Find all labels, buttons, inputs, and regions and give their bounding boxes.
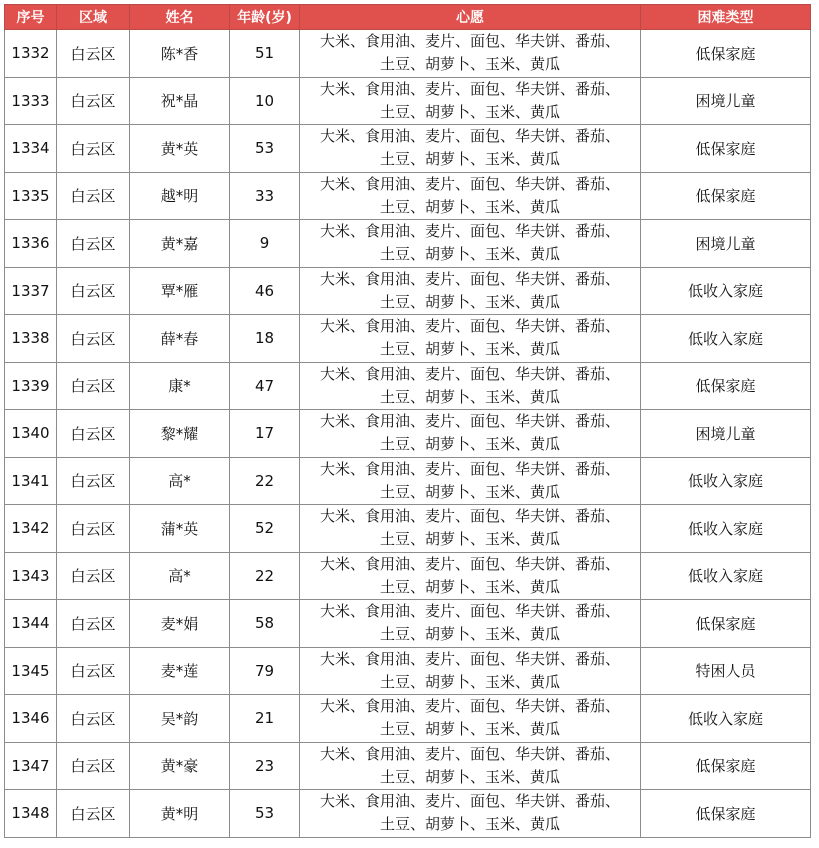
- cell-area: 白云区: [57, 77, 130, 125]
- cell-area: 白云区: [57, 125, 130, 173]
- wish-line: 土豆、胡萝卜、玉米、黄瓜: [379, 482, 560, 501]
- cell-id: 1339: [5, 362, 57, 410]
- wish-line: 土豆、胡萝卜、玉米、黄瓜: [379, 292, 560, 311]
- cell-age: 10: [230, 77, 300, 125]
- cell-wish: [300, 457, 641, 505]
- cell-difficulty-type: 低收入家庭: [641, 505, 811, 553]
- cell-id: 1343: [5, 552, 57, 600]
- cell-wish: [300, 125, 641, 173]
- cell-difficulty-type: 低保家庭: [641, 30, 811, 78]
- cell-wish: [300, 77, 641, 125]
- cell-area: 白云区: [57, 742, 130, 790]
- wish-line: 土豆、胡萝卜、玉米、黄瓜: [379, 815, 560, 834]
- cell-wish: [300, 695, 641, 743]
- table-row: [5, 315, 811, 363]
- table-header: [5, 5, 811, 30]
- cell-name: 陈*香: [130, 30, 230, 78]
- wish-line: 大米、食用油、麦片、面包、华夫饼、番茄、: [319, 744, 620, 763]
- table-row: [5, 410, 811, 458]
- cell-difficulty-type: 困境儿童: [641, 410, 811, 458]
- cell-age: 22: [230, 457, 300, 505]
- wish-line: 大米、食用油、麦片、面包、华夫饼、番茄、: [319, 174, 620, 193]
- cell-wish: [300, 552, 641, 600]
- table-row: [5, 77, 811, 125]
- cell-wish: [300, 362, 641, 410]
- cell-area: 白云区: [57, 315, 130, 363]
- cell-age: 47: [230, 362, 300, 410]
- wish-line: 大米、食用油、麦片、面包、华夫饼、番茄、: [319, 459, 620, 478]
- wish-line: 大米、食用油、麦片、面包、华夫饼、番茄、: [319, 602, 620, 621]
- wish-line: 土豆、胡萝卜、玉米、黄瓜: [379, 387, 560, 406]
- cell-difficulty-type: 困境儿童: [641, 220, 811, 268]
- cell-wish: [300, 220, 641, 268]
- wish-line: 大米、食用油、麦片、面包、华夫饼、番茄、: [319, 649, 620, 668]
- cell-age: 21: [230, 695, 300, 743]
- cell-difficulty-type: 低保家庭: [641, 172, 811, 220]
- cell-id: 1348: [5, 790, 57, 838]
- cell-name: 蒲*英: [130, 505, 230, 553]
- cell-difficulty-type: 低保家庭: [641, 362, 811, 410]
- wish-line: 大米、食用油、麦片、面包、华夫饼、番茄、: [319, 697, 620, 716]
- header-area: 区域: [57, 5, 130, 30]
- cell-difficulty-type: 低保家庭: [641, 790, 811, 838]
- cell-name: 黄*豪: [130, 742, 230, 790]
- cell-area: 白云区: [57, 457, 130, 505]
- cell-area: 白云区: [57, 267, 130, 315]
- cell-name: 覃*雁: [130, 267, 230, 315]
- cell-area: 白云区: [57, 600, 130, 648]
- wish-line: 大米、食用油、麦片、面包、华夫饼、番茄、: [319, 127, 620, 146]
- table-row: [5, 172, 811, 220]
- wish-line: 大米、食用油、麦片、面包、华夫饼、番茄、: [319, 269, 620, 288]
- table-row: [5, 220, 811, 268]
- cell-age: 23: [230, 742, 300, 790]
- cell-age: 58: [230, 600, 300, 648]
- wish-line: 大米、食用油、麦片、面包、华夫饼、番茄、: [319, 364, 620, 383]
- cell-area: 白云区: [57, 505, 130, 553]
- table-row: [5, 600, 811, 648]
- cell-age: 79: [230, 647, 300, 695]
- wish-line: 大米、食用油、麦片、面包、华夫饼、番茄、: [319, 317, 620, 336]
- cell-difficulty-type: 低保家庭: [641, 600, 811, 648]
- cell-difficulty-type: 低收入家庭: [641, 267, 811, 315]
- cell-name: 黎*耀: [130, 410, 230, 458]
- cell-id: 1334: [5, 125, 57, 173]
- cell-age: 17: [230, 410, 300, 458]
- cell-name: 麦*娟: [130, 600, 230, 648]
- table-row: [5, 267, 811, 315]
- cell-difficulty-type: 低收入家庭: [641, 315, 811, 363]
- table-row: [5, 552, 811, 600]
- cell-wish: [300, 172, 641, 220]
- wish-line: 土豆、胡萝卜、玉米、黄瓜: [379, 625, 560, 644]
- wish-line: 土豆、胡萝卜、玉米、黄瓜: [379, 245, 560, 264]
- cell-id: 1344: [5, 600, 57, 648]
- cell-id: 1340: [5, 410, 57, 458]
- wish-line: 土豆、胡萝卜、玉米、黄瓜: [379, 530, 560, 549]
- wish-line: 大米、食用油、麦片、面包、华夫饼、番茄、: [319, 79, 620, 98]
- table-row: [5, 742, 811, 790]
- cell-area: 白云区: [57, 647, 130, 695]
- wish-list-table-container: [4, 4, 811, 838]
- cell-area: 白云区: [57, 220, 130, 268]
- cell-id: 1332: [5, 30, 57, 78]
- cell-age: 33: [230, 172, 300, 220]
- wish-line: 土豆、胡萝卜、玉米、黄瓜: [379, 102, 560, 121]
- cell-age: 22: [230, 552, 300, 600]
- cell-name: 祝*晶: [130, 77, 230, 125]
- cell-area: 白云区: [57, 30, 130, 78]
- cell-area: 白云区: [57, 790, 130, 838]
- cell-id: 1333: [5, 77, 57, 125]
- wish-line: 土豆、胡萝卜、玉米、黄瓜: [379, 720, 560, 739]
- cell-id: 1341: [5, 457, 57, 505]
- wish-line: 大米、食用油、麦片、面包、华夫饼、番茄、: [319, 792, 620, 811]
- cell-name: 薛*春: [130, 315, 230, 363]
- wish-line: 土豆、胡萝卜、玉米、黄瓜: [379, 150, 560, 169]
- cell-name: 黄*英: [130, 125, 230, 173]
- cell-name: 康*: [130, 362, 230, 410]
- cell-age: 9: [230, 220, 300, 268]
- cell-wish: [300, 790, 641, 838]
- cell-age: 18: [230, 315, 300, 363]
- wish-line: 土豆、胡萝卜、玉米、黄瓜: [379, 340, 560, 359]
- header-type: 困难类型: [641, 5, 811, 30]
- cell-area: 白云区: [57, 410, 130, 458]
- cell-age: 46: [230, 267, 300, 315]
- cell-age: 51: [230, 30, 300, 78]
- wish-line: 土豆、胡萝卜、玉米、黄瓜: [379, 577, 560, 596]
- cell-id: 1337: [5, 267, 57, 315]
- wish-line: 大米、食用油、麦片、面包、华夫饼、番茄、: [319, 32, 620, 51]
- wish-list-table: [4, 4, 811, 838]
- cell-name: 黄*嘉: [130, 220, 230, 268]
- cell-id: 1342: [5, 505, 57, 553]
- cell-name: 麦*莲: [130, 647, 230, 695]
- header-row: [5, 5, 811, 30]
- cell-id: 1347: [5, 742, 57, 790]
- wish-line: 土豆、胡萝卜、玉米、黄瓜: [379, 55, 560, 74]
- cell-name: 高*: [130, 457, 230, 505]
- cell-wish: [300, 410, 641, 458]
- cell-area: 白云区: [57, 695, 130, 743]
- cell-difficulty-type: 低收入家庭: [641, 552, 811, 600]
- table-row: [5, 30, 811, 78]
- cell-difficulty-type: 低保家庭: [641, 125, 811, 173]
- table-row: [5, 505, 811, 553]
- cell-name: 吴*韵: [130, 695, 230, 743]
- table-row: [5, 647, 811, 695]
- wish-line: 大米、食用油、麦片、面包、华夫饼、番茄、: [319, 507, 620, 526]
- header-age: 年龄(岁): [230, 5, 300, 30]
- table-row: [5, 695, 811, 743]
- cell-wish: [300, 600, 641, 648]
- wish-line: 土豆、胡萝卜、玉米、黄瓜: [379, 197, 560, 216]
- cell-wish: [300, 505, 641, 553]
- cell-wish: [300, 647, 641, 695]
- header-name: 姓名: [130, 5, 230, 30]
- wish-line: 大米、食用油、麦片、面包、华夫饼、番茄、: [319, 412, 620, 431]
- cell-name: 越*明: [130, 172, 230, 220]
- cell-name: 高*: [130, 552, 230, 600]
- cell-area: 白云区: [57, 172, 130, 220]
- header-wish: 心愿: [300, 5, 641, 30]
- wish-line: 大米、食用油、麦片、面包、华夫饼、番茄、: [319, 222, 620, 241]
- cell-difficulty-type: 困境儿童: [641, 77, 811, 125]
- cell-id: 1336: [5, 220, 57, 268]
- cell-id: 1345: [5, 647, 57, 695]
- cell-difficulty-type: 低收入家庭: [641, 695, 811, 743]
- cell-wish: [300, 742, 641, 790]
- wish-line: 土豆、胡萝卜、玉米、黄瓜: [379, 672, 560, 691]
- table-body: [5, 30, 811, 838]
- cell-difficulty-type: 低收入家庭: [641, 457, 811, 505]
- cell-id: 1338: [5, 315, 57, 363]
- cell-area: 白云区: [57, 362, 130, 410]
- cell-wish: [300, 315, 641, 363]
- cell-age: 53: [230, 125, 300, 173]
- cell-difficulty-type: 特困人员: [641, 647, 811, 695]
- cell-age: 53: [230, 790, 300, 838]
- table-row: [5, 362, 811, 410]
- table-row: [5, 457, 811, 505]
- cell-area: 白云区: [57, 552, 130, 600]
- cell-id: 1346: [5, 695, 57, 743]
- wish-line: 土豆、胡萝卜、玉米、黄瓜: [379, 767, 560, 786]
- cell-age: 52: [230, 505, 300, 553]
- table-row: [5, 125, 811, 173]
- header-id: 序号: [5, 5, 57, 30]
- cell-name: 黄*明: [130, 790, 230, 838]
- cell-wish: [300, 30, 641, 78]
- wish-line: 土豆、胡萝卜、玉米、黄瓜: [379, 435, 560, 454]
- cell-wish: [300, 267, 641, 315]
- table-row: [5, 790, 811, 838]
- cell-difficulty-type: 低保家庭: [641, 742, 811, 790]
- cell-id: 1335: [5, 172, 57, 220]
- wish-line: 大米、食用油、麦片、面包、华夫饼、番茄、: [319, 554, 620, 573]
